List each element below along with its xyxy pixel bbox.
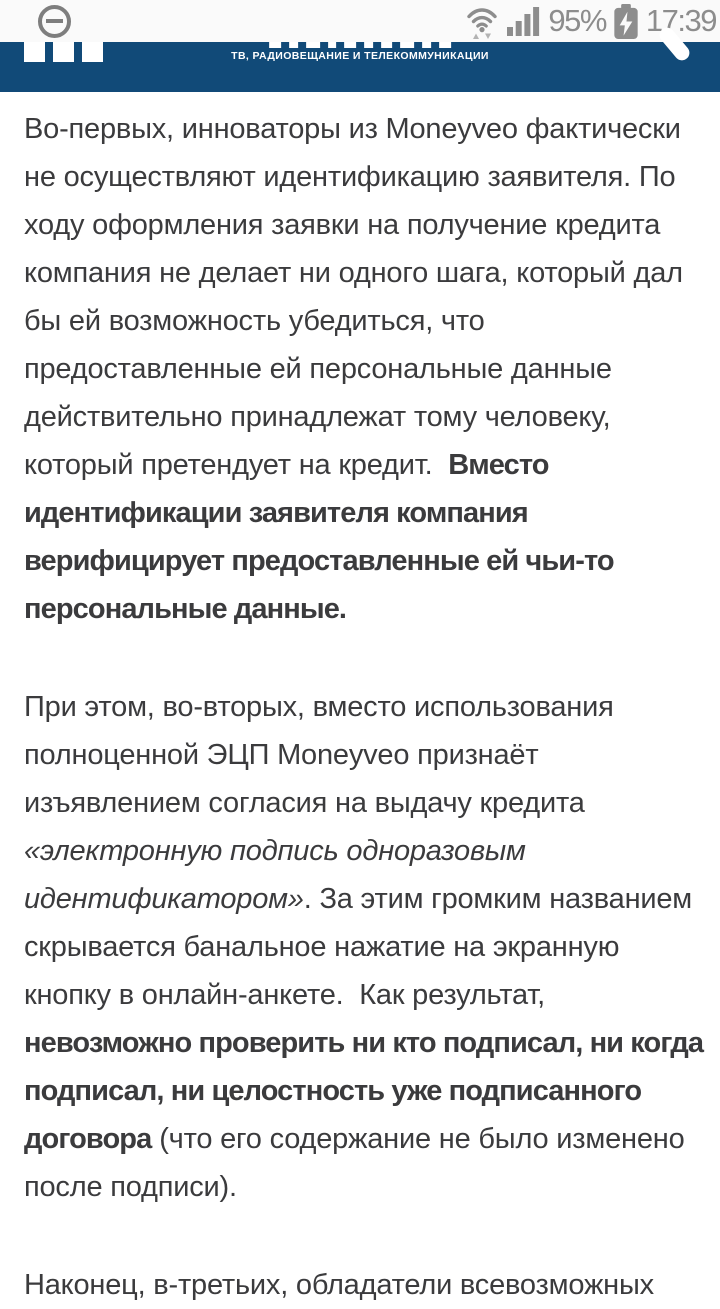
status-bar (0, 0, 720, 42)
site-logo[interactable] (231, 42, 489, 62)
text-line: не осуществляют идентификацию заявителя. По (24, 161, 676, 193)
text-line: после подписи). (24, 1171, 237, 1203)
text-line: верифицирует предоставленные ей чьи-то (24, 545, 614, 577)
logo-cutoff-glyphs (269, 42, 451, 48)
text-line: невозможно проверить ни кто подписал, ни когда (24, 1027, 704, 1059)
text-line: который претендует на кредит. Вместо (24, 449, 549, 481)
text-line: идентификации заявителя компания (24, 497, 528, 529)
status-indicators (465, 2, 716, 40)
battery-percent: 95% (548, 3, 606, 38)
site-tagline: ТВ, РАДИОВЕЩАНИЕ И ТЕЛЕКОММУНИКАЦИИ (231, 50, 489, 62)
text-line: При этом, во-вторых, вместо использования (24, 691, 614, 723)
text-line: кнопку в онлайн-анкете. Как результат, (24, 979, 545, 1011)
logo-cutoff-bar (82, 42, 103, 62)
text-line: ходу оформления заявки на получение кредита (24, 209, 661, 241)
signal-strength-icon (507, 6, 540, 36)
text-line: компания не делает ни одного шага, который дал (24, 257, 683, 289)
clock-time: 17:39 (645, 3, 716, 38)
text-line: персональные данные. (24, 593, 347, 625)
text-line: идентификатором». За этим громким названием (24, 883, 693, 915)
text-line: полноценной ЭЦП Moneyveo признаёт (24, 739, 539, 771)
paragraph (24, 1261, 716, 1309)
text-line: Во-первых, инноваторы из Moneyveo фактически (24, 113, 681, 145)
logo-cutoff-bar (53, 42, 74, 62)
text-line: предоставленные ей персональные данные (24, 353, 612, 385)
do-not-disturb-icon (38, 5, 71, 38)
text-line: скрывается банальное нажатие на экранную (24, 931, 620, 963)
paragraph (24, 683, 716, 1211)
text-line: подписал, ни целостность уже подписанного (24, 1075, 642, 1107)
text-line: «электронную подпись одноразовым (24, 835, 526, 867)
site-header (0, 42, 720, 92)
logo-cutoff-bar (24, 42, 45, 62)
text-line: действительно принадлежат тому человеку, (24, 401, 611, 433)
text-line: бы ей возможность убедиться, что (24, 305, 485, 337)
wifi-icon (465, 2, 499, 40)
paragraph (24, 105, 716, 633)
text-line: изъявлением согласия на выдачу кредита (24, 787, 585, 819)
article-body (0, 92, 720, 1309)
battery-charging-icon (614, 4, 638, 39)
text-line: договора (что его содержание не было изменено (24, 1123, 685, 1155)
text-line: Наконец, в-третьих, обладатели всевозможных (24, 1269, 654, 1301)
